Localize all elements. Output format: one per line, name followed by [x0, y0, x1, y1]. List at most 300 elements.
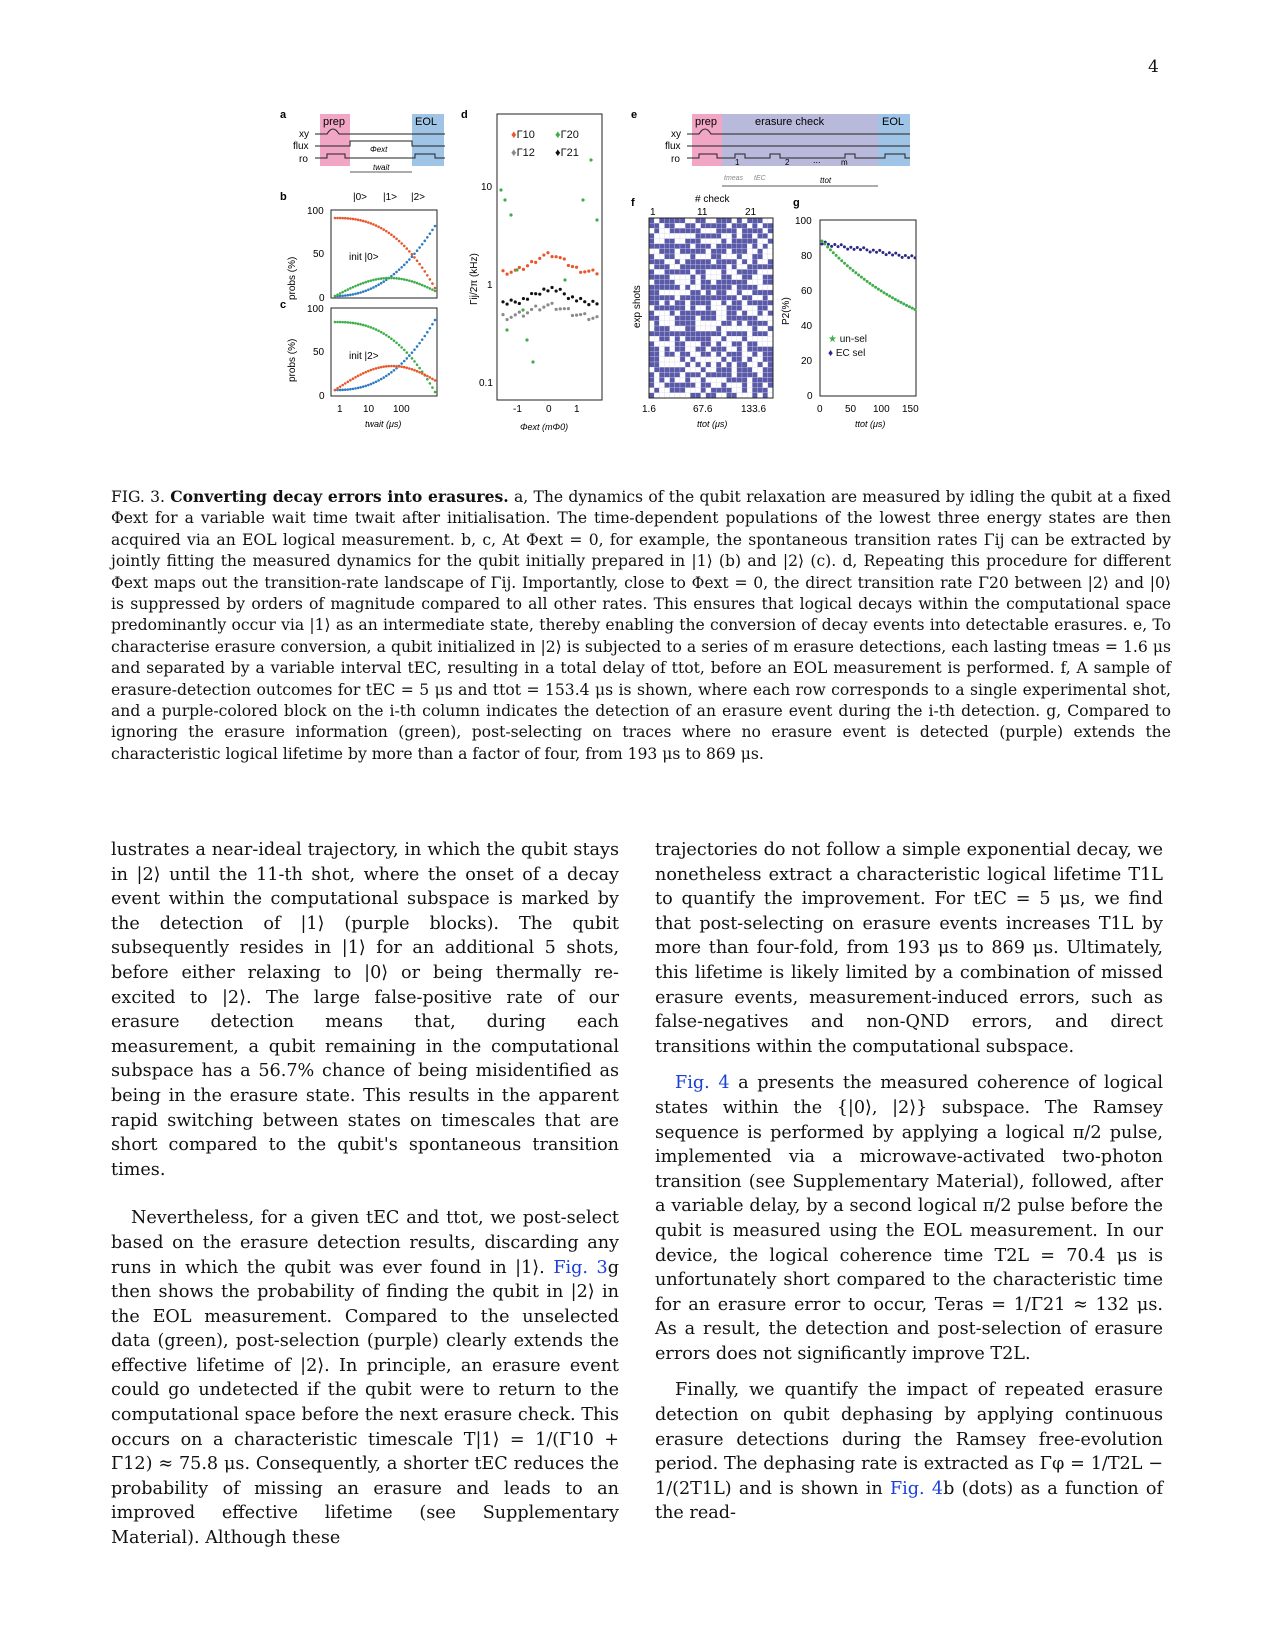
erasure-cell: [690, 264, 695, 269]
erasure-cell: [716, 223, 721, 228]
erasure-cell: [665, 295, 670, 300]
erasure-cell: [732, 377, 737, 382]
erasure-cell: [747, 321, 752, 326]
erasure-cell: [768, 362, 773, 367]
erasure-cell: [701, 336, 706, 341]
series-b-state2: [434, 290, 437, 293]
erasure-cell: [737, 244, 742, 249]
erasure-cell: [737, 311, 742, 316]
series-gamma21: [542, 287, 545, 290]
erasure-cell: [706, 341, 711, 346]
series-gamma20: [595, 218, 598, 221]
series-b-state2: [393, 277, 396, 280]
erasure-cell: [649, 316, 654, 321]
series-gamma10: [563, 257, 566, 260]
erasure-cell: [747, 326, 752, 331]
erasure-cell: [696, 311, 701, 316]
series-c-state1: [382, 376, 385, 379]
series-c-state0: [357, 375, 360, 378]
xtick-g-100: 100: [873, 404, 890, 415]
erasure-cell: [680, 393, 685, 398]
series-b-state2: [370, 279, 373, 282]
erasure-cell: [742, 275, 747, 280]
series-c-state1: [413, 348, 416, 351]
erasure-cell: [670, 223, 675, 228]
erasure-cell: [680, 383, 685, 388]
erasure-cell: [675, 305, 680, 310]
series-c-state1: [429, 327, 432, 330]
erasure-cell: [742, 316, 747, 321]
erasure-cell: [747, 280, 752, 285]
top-tick-21: 21: [745, 207, 757, 218]
series-b-state0: [347, 217, 350, 220]
series-c-state2: [341, 321, 344, 324]
erasure-cell: [752, 249, 757, 254]
erasure-cell: [747, 377, 752, 382]
series-c-state1: [423, 335, 426, 338]
ytick-g-20: 20: [801, 356, 813, 367]
series-un-sel: [894, 298, 897, 301]
series-c-state1: [372, 382, 375, 385]
erasure-cell: [758, 377, 763, 382]
erasure-cell: [670, 239, 675, 244]
erasure-cell: [706, 331, 711, 336]
erasure-cell: [747, 228, 752, 233]
erasure-cell: [732, 321, 737, 326]
erasure-cell: [670, 377, 675, 382]
series-un-sel: [883, 291, 886, 294]
series-b-state0: [411, 253, 414, 256]
erasure-cell: [675, 393, 680, 398]
series-gamma21: [591, 300, 594, 303]
erasure-cell: [685, 280, 690, 285]
series-b-state1: [431, 229, 434, 232]
erasure-cell: [752, 239, 757, 244]
figure-3-svg: [265, 100, 975, 470]
series-b-state0: [370, 222, 373, 225]
erasure-cell: [690, 223, 695, 228]
ylabel-b: probs (%): [287, 256, 298, 300]
top-tick-1: 1: [650, 207, 656, 218]
erasure-cell: [665, 336, 670, 341]
erasure-cell: [706, 269, 711, 274]
series-c-state1: [426, 331, 429, 334]
erasure-cell: [737, 336, 742, 341]
erasure-cell: [742, 218, 747, 223]
erasure-cell: [659, 341, 664, 346]
erasure-cell: [649, 239, 654, 244]
series-gamma12: [595, 315, 598, 318]
series-ec-sel: [914, 256, 917, 259]
erasure-cell: [763, 336, 768, 341]
erasure-cell: [696, 285, 701, 290]
erasure-check-label: erasure check: [755, 116, 825, 128]
erasure-cell: [711, 295, 716, 300]
erasure-cell: [680, 228, 685, 233]
erasure-cell: [649, 233, 654, 238]
erasure-cell: [665, 244, 670, 249]
series-un-sel: [877, 288, 880, 291]
series-gamma12: [571, 314, 574, 317]
erasure-cell: [706, 377, 711, 382]
erasure-cell: [752, 295, 757, 300]
erasure-cell: [758, 244, 763, 249]
erasure-cell: [675, 223, 680, 228]
erasure-cell: [685, 290, 690, 295]
series-b-state2: [359, 283, 362, 286]
erasure-cell: [732, 280, 737, 285]
erasure-cell: [737, 393, 742, 398]
erasure-cell: [665, 311, 670, 316]
erasure-cell: [670, 305, 675, 310]
erasure-cell: [742, 239, 747, 244]
erasure-cell: [747, 388, 752, 393]
erasure-cell: [690, 244, 695, 249]
erasure-cell: [721, 362, 726, 367]
series-b-state2: [390, 277, 393, 280]
legend-gamma20: ♦Γ20: [555, 129, 579, 141]
erasure-cell: [747, 249, 752, 254]
series-c-state0: [423, 373, 426, 376]
series-b-state2: [403, 278, 406, 281]
series-gamma10: [505, 273, 508, 276]
erasure-cell: [654, 275, 659, 280]
erasure-cell: [665, 362, 670, 367]
series-b-state2: [405, 279, 408, 282]
series-c-state2: [400, 346, 403, 349]
series-c-state1: [411, 351, 414, 354]
erasure-cell: [659, 326, 664, 331]
series-ec-sel: [910, 254, 913, 257]
erasure-cell: [752, 259, 757, 264]
series-b-state1: [372, 286, 375, 289]
erasure-cell: [706, 285, 711, 290]
series-un-sel: [899, 301, 902, 304]
series-gamma10: [522, 268, 525, 271]
erasure-cell: [727, 290, 732, 295]
erasure-cell: [675, 372, 680, 377]
erasure-cell: [721, 295, 726, 300]
erasure-cell: [680, 316, 685, 321]
series-b-state2: [367, 280, 370, 283]
series-b-state2: [347, 288, 350, 291]
erasure-cell: [721, 249, 726, 254]
erasure-cell: [732, 316, 737, 321]
series-c-state1: [377, 379, 380, 382]
erasure-cell: [649, 264, 654, 269]
erasure-cell: [649, 388, 654, 393]
series-c-state0: [359, 373, 362, 376]
erasure-cell: [737, 377, 742, 382]
erasure-cell: [680, 223, 685, 228]
erasure-cell: [701, 254, 706, 259]
prep-label-e: prep: [695, 116, 718, 128]
tec-label: tEC: [754, 175, 766, 182]
erasure-cell: [747, 259, 752, 264]
erasure-cell: [659, 316, 664, 321]
erasure-cell: [768, 233, 773, 238]
series-c-state2: [377, 329, 380, 332]
series-b-state2: [339, 292, 342, 295]
erasure-cell: [701, 311, 706, 316]
erasure-cell: [758, 264, 763, 269]
erasure-cell: [665, 239, 670, 244]
erasure-cell: [747, 316, 752, 321]
erasure-cell: [675, 228, 680, 233]
erasure-cell: [654, 367, 659, 372]
erasure-cell: [706, 305, 711, 310]
erasure-cell: [690, 377, 695, 382]
erasure-cell: [727, 357, 732, 362]
erasure-cell: [665, 331, 670, 336]
erasure-cell: [721, 341, 726, 346]
erasure-cell: [747, 254, 752, 259]
erasure-cell: [752, 264, 757, 269]
erasure-cell: [721, 347, 726, 352]
series-b-state1: [382, 280, 385, 283]
erasure-cell: [758, 295, 763, 300]
erasure-cell: [752, 336, 757, 341]
series-b-state2: [400, 278, 403, 281]
erasure-cell: [675, 362, 680, 367]
erasure-cell: [763, 362, 768, 367]
erasure-cell: [659, 357, 664, 362]
series-gamma10: [542, 253, 545, 256]
erasure-cell: [711, 269, 716, 274]
plot-frame-g: [820, 220, 916, 396]
erasure-cell: [763, 269, 768, 274]
erasure-cell: [696, 218, 701, 223]
erasure-cell: [727, 321, 732, 326]
erasure-cell: [670, 372, 675, 377]
erasure-cell: [685, 228, 690, 233]
erasure-cell: [758, 269, 763, 274]
erasure-cell: [654, 244, 659, 249]
series-c-state1: [418, 342, 421, 345]
panel-label-d: d: [461, 109, 468, 121]
erasure-cell: [690, 239, 695, 244]
erasure-cell: [716, 388, 721, 393]
series-gamma21: [567, 297, 570, 300]
series-un-sel: [902, 302, 905, 305]
series-gamma10: [555, 255, 558, 258]
erasure-cell: [732, 331, 737, 336]
erasure-cell: [727, 295, 732, 300]
erasure-cell: [721, 244, 726, 249]
series-c-state2: [370, 326, 373, 329]
erasure-cell: [701, 223, 706, 228]
erasure-cell: [649, 249, 654, 254]
series-c-state1: [380, 378, 383, 381]
erasure-cell: [758, 239, 763, 244]
series-c-state1: [357, 387, 360, 390]
mark-2: 2: [785, 158, 790, 167]
twait-label-a: twait: [373, 163, 390, 172]
ytick-g-40: 40: [801, 321, 813, 332]
series-gamma21: [538, 293, 541, 296]
erasure-cell: [711, 280, 716, 285]
erasure-cell: [732, 295, 737, 300]
series-b-state2: [382, 277, 385, 280]
erasure-cell: [752, 285, 757, 290]
erasure-cell: [665, 218, 670, 223]
series-b-state2: [354, 285, 357, 288]
fig4a-link[interactable]: Fig. 4: [675, 1073, 730, 1094]
series-b-state0: [434, 287, 437, 290]
erasure-cell: [690, 269, 695, 274]
series-gamma12: [534, 304, 537, 307]
series-gamma21: [550, 286, 553, 289]
erasure-cell: [732, 285, 737, 290]
series-b-state0: [354, 218, 357, 221]
series-b-state2: [423, 285, 426, 288]
erasure-cell: [654, 393, 659, 398]
erasure-cell: [670, 264, 675, 269]
series-c-state2: [359, 323, 362, 326]
series-c-state2: [372, 327, 375, 330]
series-c-state0: [403, 366, 406, 369]
erasure-cell: [711, 341, 716, 346]
erasure-cell: [680, 388, 685, 393]
erasure-cell: [685, 388, 690, 393]
series-gamma21: [518, 302, 521, 305]
ytick-d-1: 1: [487, 280, 493, 291]
erasure-cell: [706, 321, 711, 326]
erasure-cell: [732, 218, 737, 223]
erasure-cell: [727, 341, 732, 346]
series-un-sel: [863, 278, 866, 281]
series-c-state1: [367, 384, 370, 387]
series-b-state1: [413, 252, 416, 255]
series-b-state2: [357, 284, 360, 287]
erasure-cell: [685, 218, 690, 223]
series-b-state1: [405, 261, 408, 264]
erasure-cell: [742, 367, 747, 372]
ylabel-g: P2(%): [781, 297, 792, 325]
erasure-cell: [670, 269, 675, 274]
erasure-cell: [752, 372, 757, 377]
erasure-cell: [711, 254, 716, 259]
series-c-state2: [336, 321, 339, 324]
erasure-cell: [685, 377, 690, 382]
erasure-cell: [737, 218, 742, 223]
erasure-cell: [670, 336, 675, 341]
erasure-cell: [665, 388, 670, 393]
series-b-state2: [431, 288, 434, 291]
series-c-state0: [393, 365, 396, 368]
erasure-cell: [716, 383, 721, 388]
series-c-state0: [354, 376, 357, 379]
erasure-cell: [727, 228, 732, 233]
erasure-cell: [747, 233, 752, 238]
erasure-cell: [752, 357, 757, 362]
row-xy-e: xy: [671, 129, 681, 140]
series-c-state2: [403, 349, 406, 352]
erasure-cell: [711, 239, 716, 244]
fig3-link[interactable]: Fig. 3: [553, 1257, 608, 1278]
series-c-state0: [431, 378, 434, 381]
erasure-cell: [768, 383, 773, 388]
erasure-cell: [768, 295, 773, 300]
erasure-cell: [768, 249, 773, 254]
erasure-cell: [716, 249, 721, 254]
erasure-cell: [721, 377, 726, 382]
erasure-cell: [758, 311, 763, 316]
erasure-cell: [758, 218, 763, 223]
erasure-cell: [649, 383, 654, 388]
series-gamma21: [505, 302, 508, 305]
series-ec-sel: [881, 251, 884, 254]
fig4b-link[interactable]: Fig. 4: [889, 1478, 944, 1499]
erasure-cell: [711, 388, 716, 393]
series-c-state0: [367, 370, 370, 373]
erasure-cell: [752, 305, 757, 310]
erasure-cell: [665, 228, 670, 233]
ylabel-d: Γij/2π (kHz): [469, 253, 480, 305]
erasure-cell: [727, 372, 732, 377]
erasure-cell: [675, 311, 680, 316]
erasure-cell: [680, 362, 685, 367]
erasure-cell: [758, 321, 763, 326]
erasure-cell: [680, 331, 685, 336]
erasure-cell: [685, 352, 690, 357]
erasure-cell: [752, 352, 757, 357]
erasure-cell: [680, 305, 685, 310]
erasure-cell: [758, 357, 763, 362]
erasure-cell: [675, 321, 680, 326]
erasure-cell: [721, 228, 726, 233]
erasure-cell: [763, 347, 768, 352]
erasure-cell: [763, 285, 768, 290]
series-b-state0: [426, 274, 429, 277]
erasure-cell: [721, 280, 726, 285]
erasure-cell: [768, 357, 773, 362]
erasure-cell: [706, 239, 711, 244]
erasure-cell: [758, 254, 763, 259]
erasure-cell: [716, 321, 721, 326]
erasure-cell: [742, 357, 747, 362]
erasure-cell: [747, 218, 752, 223]
series-ec-sel: [827, 243, 830, 246]
erasure-cell: [675, 285, 680, 290]
erasure-cell: [732, 228, 737, 233]
erasure-cell: [701, 316, 706, 321]
erasure-cell: [711, 233, 716, 238]
series-c-state0: [400, 365, 403, 368]
series-b-state0: [382, 228, 385, 231]
mark-dots: ...: [813, 155, 821, 165]
erasure-cell: [690, 316, 695, 321]
series-c-state0: [416, 370, 419, 373]
series-gamma21: [563, 292, 566, 295]
right-paragraph-2: Fig. 4 a presents the measured coherence of logical states within the {|0⟩, |2⟩} subspace. The Ramsey sequence is performed by applying a logical π/2 pulse, implemented via a microwave-activated two-photon transition (see Supplementary Material), followed, after a variable delay, by a second logical π/2 pulse before the qubit is measured using the EOL measurement. In our device, the logical coherence time T2L = 70.4 μs is unfortunately short compared to the characteristic time for an erasure error to occur, Teras = 1/Γ21 ≈ 132 μs. As a result, the detection and post-selection of erasure errors does not significantly improve T2L.: [655, 1073, 1163, 1364]
ytick-c-100: 100: [307, 304, 324, 315]
erasure-cell: [654, 331, 659, 336]
erasure-cell: [675, 367, 680, 372]
legend-state-0: |0>: [353, 192, 367, 203]
series-gamma21: [555, 289, 558, 292]
erasure-cell: [701, 377, 706, 382]
erasure-cell: [649, 305, 654, 310]
caption-title: Converting decay errors into erasures.: [170, 487, 509, 506]
series-b-state2: [385, 277, 388, 280]
erasure-cell: [752, 393, 757, 398]
erasure-cell: [649, 285, 654, 290]
erasure-cell: [768, 388, 773, 393]
series-gamma10: [591, 268, 594, 271]
erasure-cell: [690, 393, 695, 398]
series-b-state1: [352, 293, 355, 296]
